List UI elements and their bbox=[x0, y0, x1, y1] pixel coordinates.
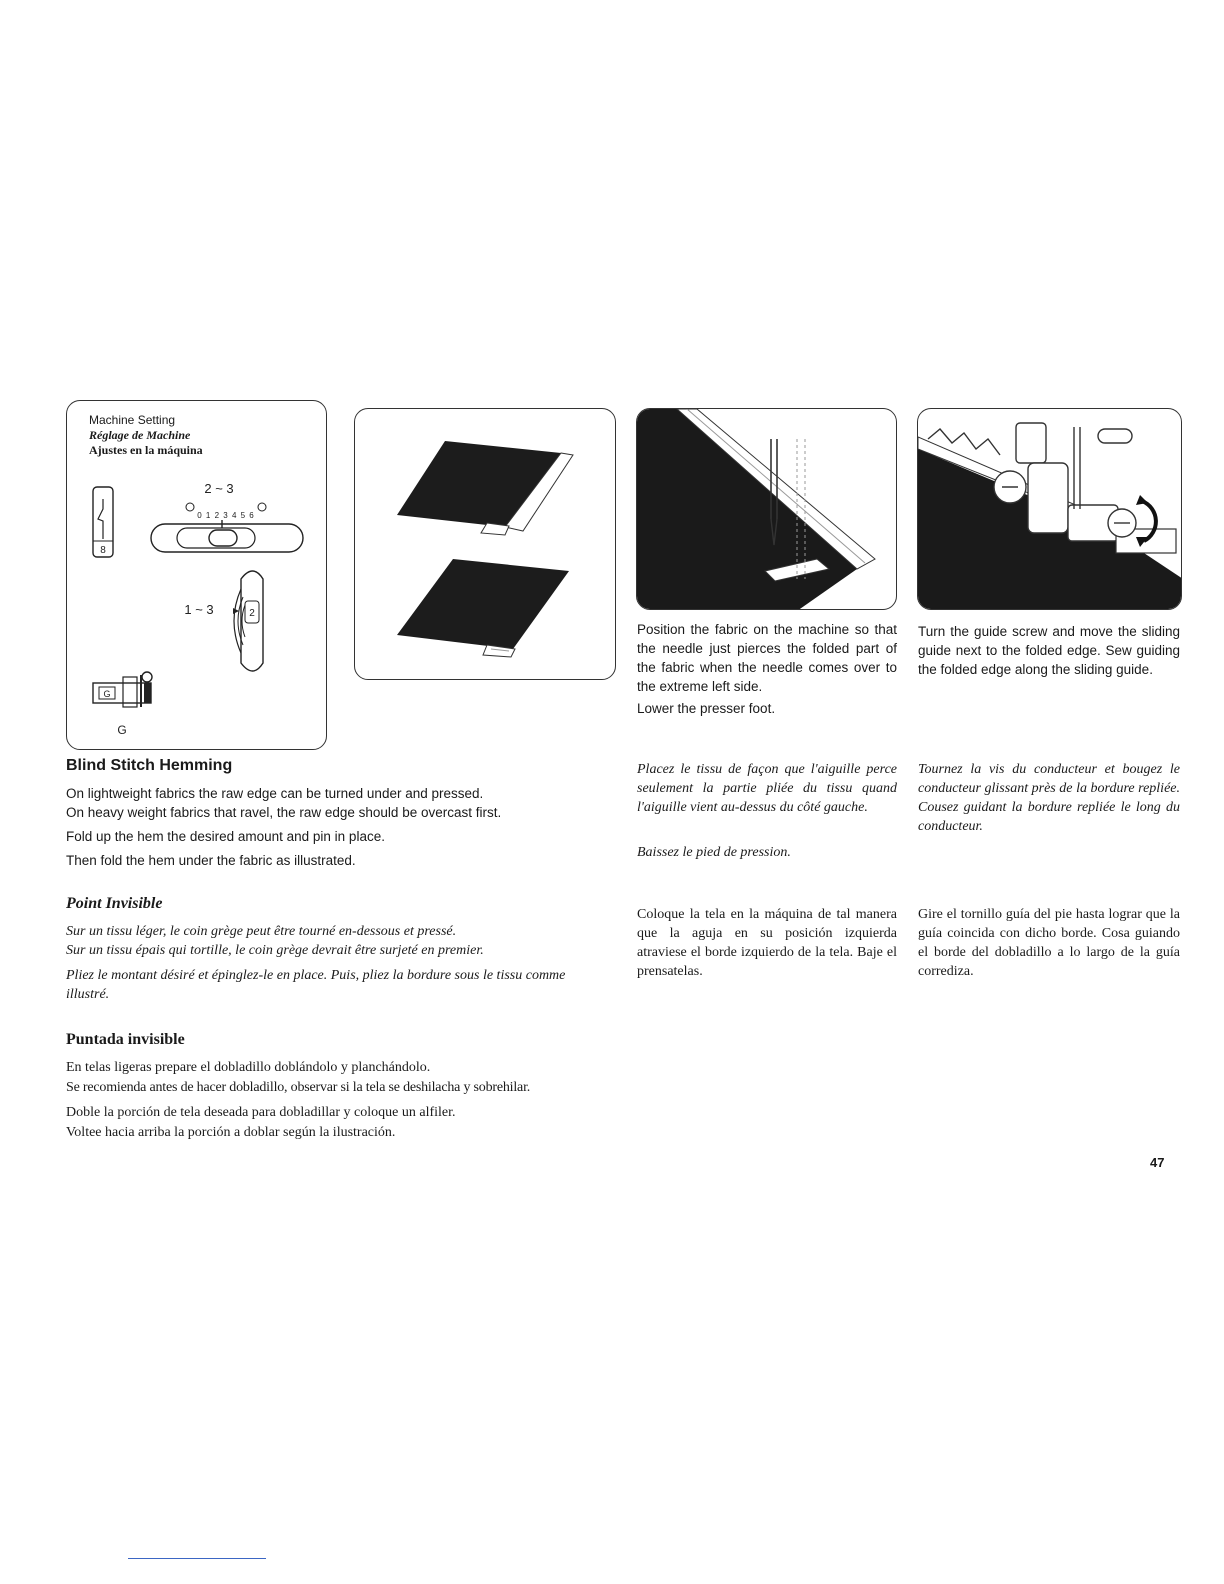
text-en-line-1: On lightweight fabrics the raw edge can be turned under and pressed. bbox=[66, 786, 484, 801]
heading-fr: Point Invisible bbox=[66, 895, 163, 912]
text-fr-line-1: Sur un tissu léger, le coin grège peut être tourné en-dessous et pressé. bbox=[66, 924, 457, 939]
guide-screw-panel bbox=[917, 408, 1182, 610]
machine-setting-diagram bbox=[67, 401, 327, 750]
step2-text-fr: Tournez la vis du conducteur et bougez le conducteur glissant près de la bordure repliée. Cousez guidant la bordure repliée le long du conducteur. bbox=[918, 762, 1180, 834]
folded-fabric-illustration bbox=[355, 409, 616, 680]
step1-text-en-2: Lower the presser foot. bbox=[637, 701, 776, 716]
hem-fold-illustration-panel bbox=[354, 408, 616, 680]
step1-text-fr-2: Baissez le pied de pression. bbox=[637, 845, 791, 860]
text-fr-line-3: Pliez le montant désiré et épinglez-le en place. Puis, pliez la bordure sous le tissu comme illustré. bbox=[66, 968, 566, 1002]
step1-text-en: Position the fabric on the machine so that the needle just pierces the folded part of the fabric when the needle comes over to the extreme left side. bbox=[637, 622, 897, 694]
text-es-line-2: Se recomienda antes de hacer dobladillo, observar si la tela se deshilacha y sobrehilar. bbox=[66, 1080, 531, 1095]
width-scale: 0 1 2 3 4 5 6 bbox=[197, 511, 255, 520]
presser-foot-guide-illustration bbox=[918, 409, 1182, 610]
stitch-length-label: 1 ~ 3 bbox=[184, 602, 214, 617]
text-es-line-1: En telas ligeras prepare el dobladillo doblándolo y planchándolo. bbox=[66, 1060, 431, 1075]
blind-hem-foot-icon bbox=[93, 672, 152, 707]
needle-position-panel bbox=[636, 408, 897, 610]
heading-en: Blind Stitch Hemming bbox=[66, 757, 233, 774]
step2-text-en: Turn the guide screw and move the sliding guide next to the folded edge. Sew guiding the folded edge along the sliding guide. bbox=[918, 624, 1180, 677]
length-mark: 2 bbox=[249, 608, 255, 619]
fabric-folded-bottom bbox=[397, 559, 569, 657]
text-en-line-2: On heavy weight fabrics that ravel, the raw edge should be overcast first. bbox=[66, 805, 502, 820]
machine-setting-panel bbox=[66, 400, 327, 750]
footer-rule bbox=[128, 1558, 266, 1559]
stitch-pattern-icon bbox=[93, 487, 113, 557]
needle-fabric-illustration bbox=[637, 409, 897, 610]
setting-title-fr: Réglage de Machine bbox=[89, 428, 191, 442]
step2-text-es: Gire el tornillo guía del pie hasta lograr que la guía coincida con dicho borde. Cosa guiando el borde del dobladillo a lo largo de la guía corrediza. bbox=[918, 907, 1180, 979]
text-es-line-3: Doble la porción de tela deseada para dobladillar y coloque un alfiler. bbox=[66, 1105, 456, 1120]
text-en-line-3: Fold up the hem the desired amount and pin in place. bbox=[66, 829, 385, 844]
text-en-line-4: Then fold the hem under the fabric as illustrated. bbox=[66, 853, 356, 868]
step1-text-fr: Placez le tissu de façon que l'aiguille perce seulement la partie pliée du tissu quand l'aiguille vient au-dessus du côté gauche. bbox=[637, 762, 897, 815]
foot-letter: G bbox=[103, 689, 111, 699]
width-dial bbox=[151, 503, 303, 552]
setting-title-es: Ajustes en la máquina bbox=[89, 443, 203, 457]
fabric-folded-top bbox=[397, 441, 573, 535]
stitch-width-label: 2 ~ 3 bbox=[204, 481, 234, 496]
heading-es: Puntada invisible bbox=[66, 1031, 185, 1048]
page-number: 47 bbox=[1150, 1155, 1165, 1170]
length-dial bbox=[233, 571, 263, 671]
foot-label: G bbox=[117, 723, 127, 737]
stitch-number: 8 bbox=[100, 545, 106, 556]
text-es-line-4: Voltee hacia arriba la porción a doblar según la ilustración. bbox=[66, 1125, 396, 1140]
text-fr-line-2: Sur un tissu épais qui tortille, le coin grège devrait être surjeté en premier. bbox=[66, 943, 484, 958]
setting-title-en: Machine Setting bbox=[89, 413, 176, 427]
step1-text-es: Coloque la tela en la máquina de tal manera que la aguja en su posición izquierda atraviese el borde izquierdo de la tela. Baje el prensatelas. bbox=[637, 907, 897, 979]
